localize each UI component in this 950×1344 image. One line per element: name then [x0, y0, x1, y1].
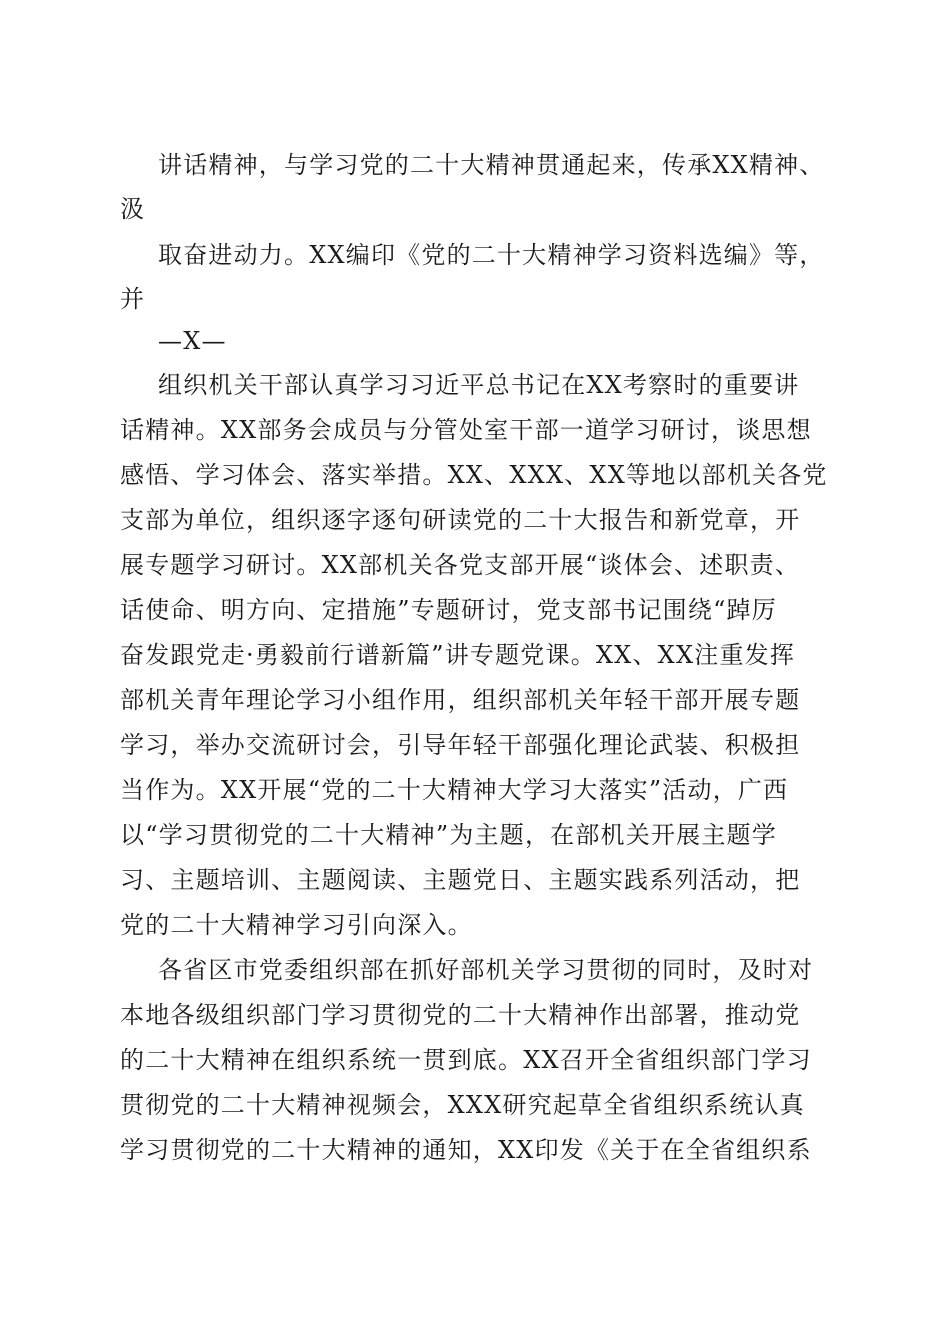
text-line: 感悟、学习体会、落实举措。XX、XXX、XX等地以部机关各党 — [120, 461, 828, 489]
text-line: 党的二十大精神学习引向深入。 — [120, 911, 473, 939]
text-line: 当作为。XX开展“党的二十大精神大学习大落实”活动，广西 — [120, 776, 789, 804]
text-line: 部机关青年理论学习小组作用，组织部机关年轻干部开展专题 — [120, 686, 801, 714]
text-line: 支部为单位，组织逐字逐句研读党的二十大报告和新党章，开 — [120, 506, 801, 534]
text-line: 组织机关干部认真学习习近平总书记在XX考察时的重要讲 — [158, 371, 800, 399]
text-line: 学习贯彻党的二十大精神的通知，XX印发《关于在全省组织系 — [120, 1136, 812, 1164]
text-line: 并 — [120, 285, 146, 313]
text-line: 话使命、明方向、定措施”专题研讨，党支部书记围绕“踔厉 — [120, 596, 777, 624]
text-line: 讲话精神，与学习党的二十大精神贯通起来，传承XX精神、 — [158, 151, 825, 179]
text-line: 汲 — [120, 195, 146, 223]
text-line: 以“学习贯彻党的二十大精神”为主题，在部机关开展主题学 — [120, 821, 777, 849]
text-line: 的二十大精神在组织系统一贯到底。XX召开全省组织部门学习 — [120, 1046, 812, 1074]
text-line: 贯彻党的二十大精神视频会，XXX研究起草全省组织系统认真 — [120, 1091, 805, 1119]
text-line: 取奋进动力。XX编印《党的二十大精神学习资料选编》等， — [158, 241, 825, 269]
text-line: 习、主题培训、主题阅读、主题党日、主题实践系列活动，把 — [120, 866, 801, 894]
text-line: 展专题学习研讨。XX部机关各党支部开展“谈体会、述职责、 — [120, 551, 801, 579]
text-line: 话精神。XX部务会成员与分管处室干部一道学习研讨，谈思想 — [120, 416, 812, 444]
text-line: 学习，举办交流研讨会，引导年轻干部强化理论武装、积极担 — [120, 731, 801, 759]
text-line: 本地各级组织部门学习贯彻党的二十大精神作出部署，推动党 — [120, 1001, 801, 1029]
text-line: 奋发跟党走·勇毅前行谱新篇”讲专题党课。XX、XX注重发挥 — [120, 641, 796, 669]
page-number: —X— — [158, 327, 227, 355]
text-line: 各省区市党委组织部在抓好部机关学习贯彻的同时，及时对 — [158, 956, 814, 984]
